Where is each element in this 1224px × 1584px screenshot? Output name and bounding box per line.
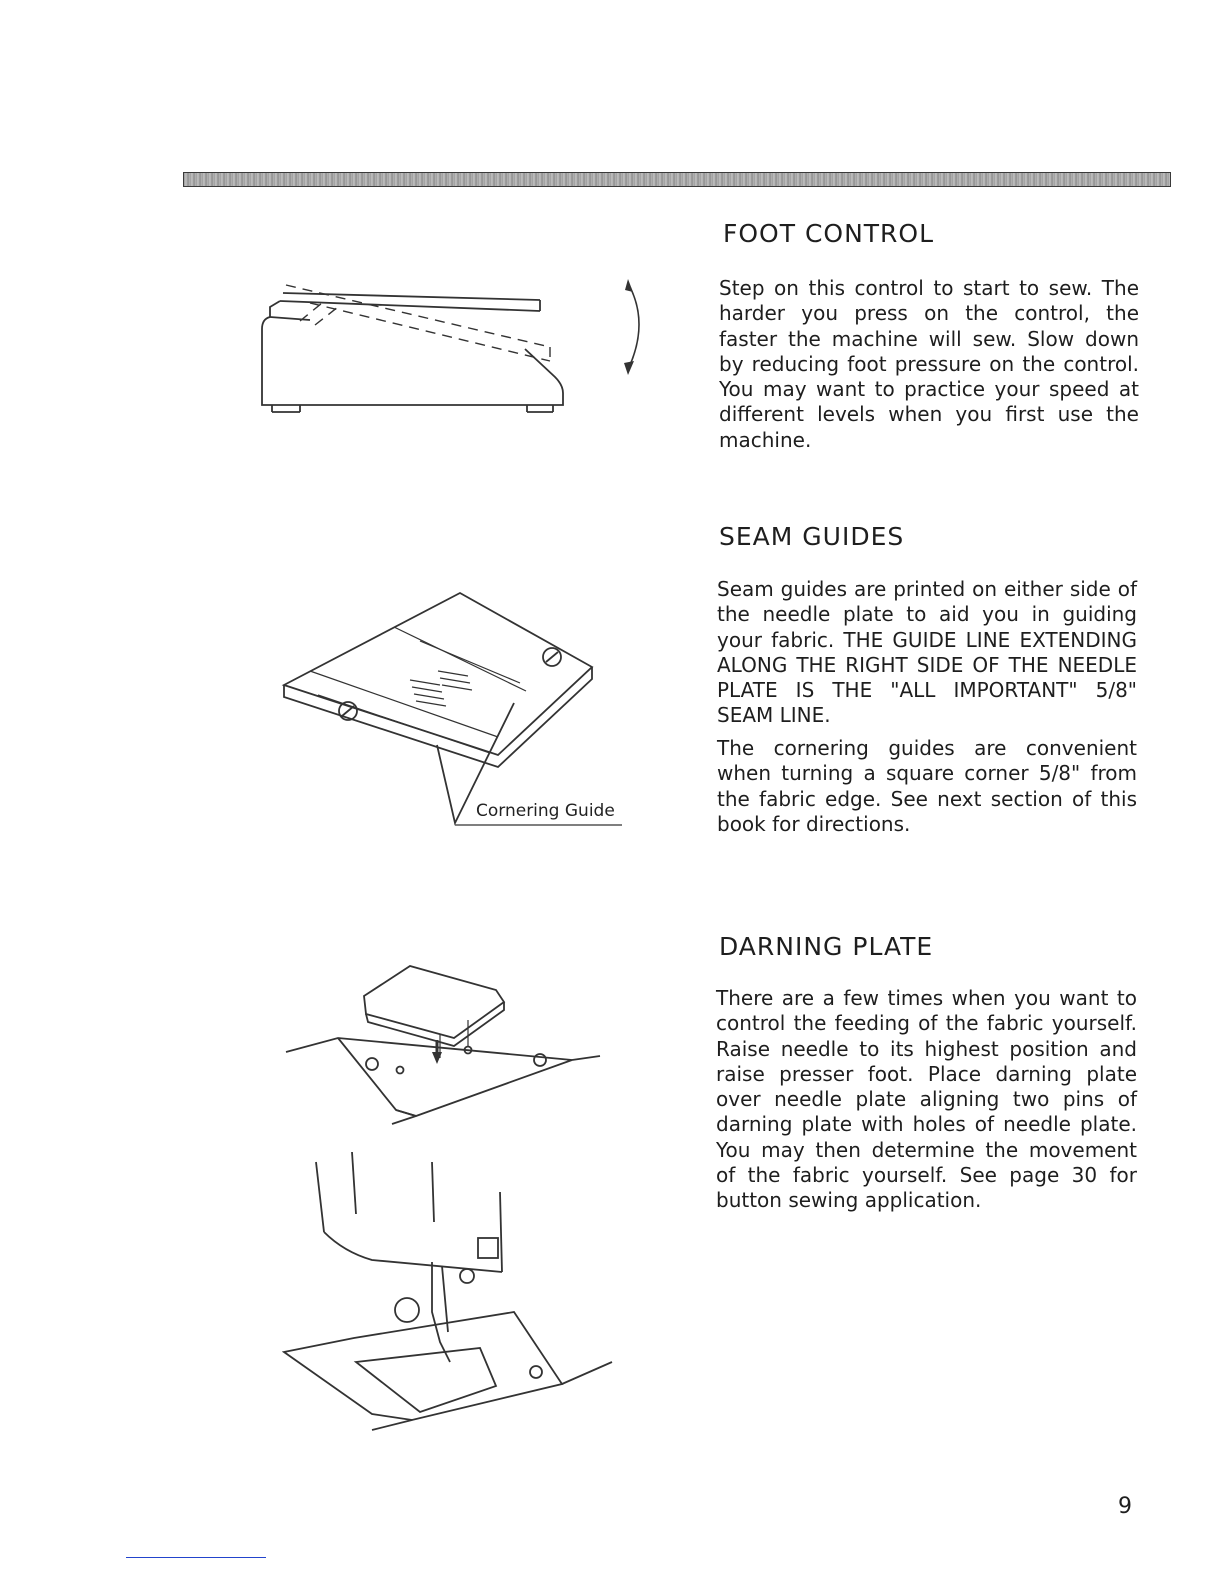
page-number: 9 bbox=[1118, 1494, 1132, 1519]
header-rule bbox=[183, 172, 1171, 187]
darning-plate-heading: DARNING PLATE bbox=[719, 932, 934, 961]
foot-control-illustration bbox=[250, 265, 670, 435]
foot-control-heading: FOOT CONTROL bbox=[723, 219, 935, 248]
seam-guides-heading: SEAM GUIDES bbox=[719, 522, 905, 551]
cornering-guide-label: Cornering Guide bbox=[476, 801, 615, 821]
footer-line bbox=[126, 1557, 266, 1558]
seam-guide-illustration bbox=[270, 585, 650, 835]
darning-plate-text: There are a few times when you want to control the feeding of the fabric yourself. Raise needle to its highest position and raise presser foot. Place darning plate over needle plate aligning two pins of darning plate with holes of needle plate. You may then determine the movement of the fabric yourself. See page 30 for button sewing application. bbox=[716, 986, 1137, 1213]
darning-plate-illustration bbox=[282, 960, 622, 1130]
seam-guides-text-1: Seam guides are printed on either side of the needle plate to aid you in guiding your fabric. THE GUIDE LINE EXTENDING ALONG THE RIGHT SIDE OF THE NEEDLE PLATE IS THE "ALL IMPORTANT" 5/8" SEAM LINE. bbox=[717, 577, 1137, 728]
sewing-machine-illustration bbox=[282, 1152, 622, 1432]
seam-guides-text-2: The cornering guides are convenient when turning a square corner 5/8" from the fabric edge. See next section of this book for directions. bbox=[717, 736, 1137, 836]
foot-control-text: Step on this control to start to sew. The harder you press on the control, the faster the machine will sew. Slow down by reducing foot pressure on the control. You may want to practice your speed at different levels when you first use the machine. bbox=[719, 276, 1139, 452]
